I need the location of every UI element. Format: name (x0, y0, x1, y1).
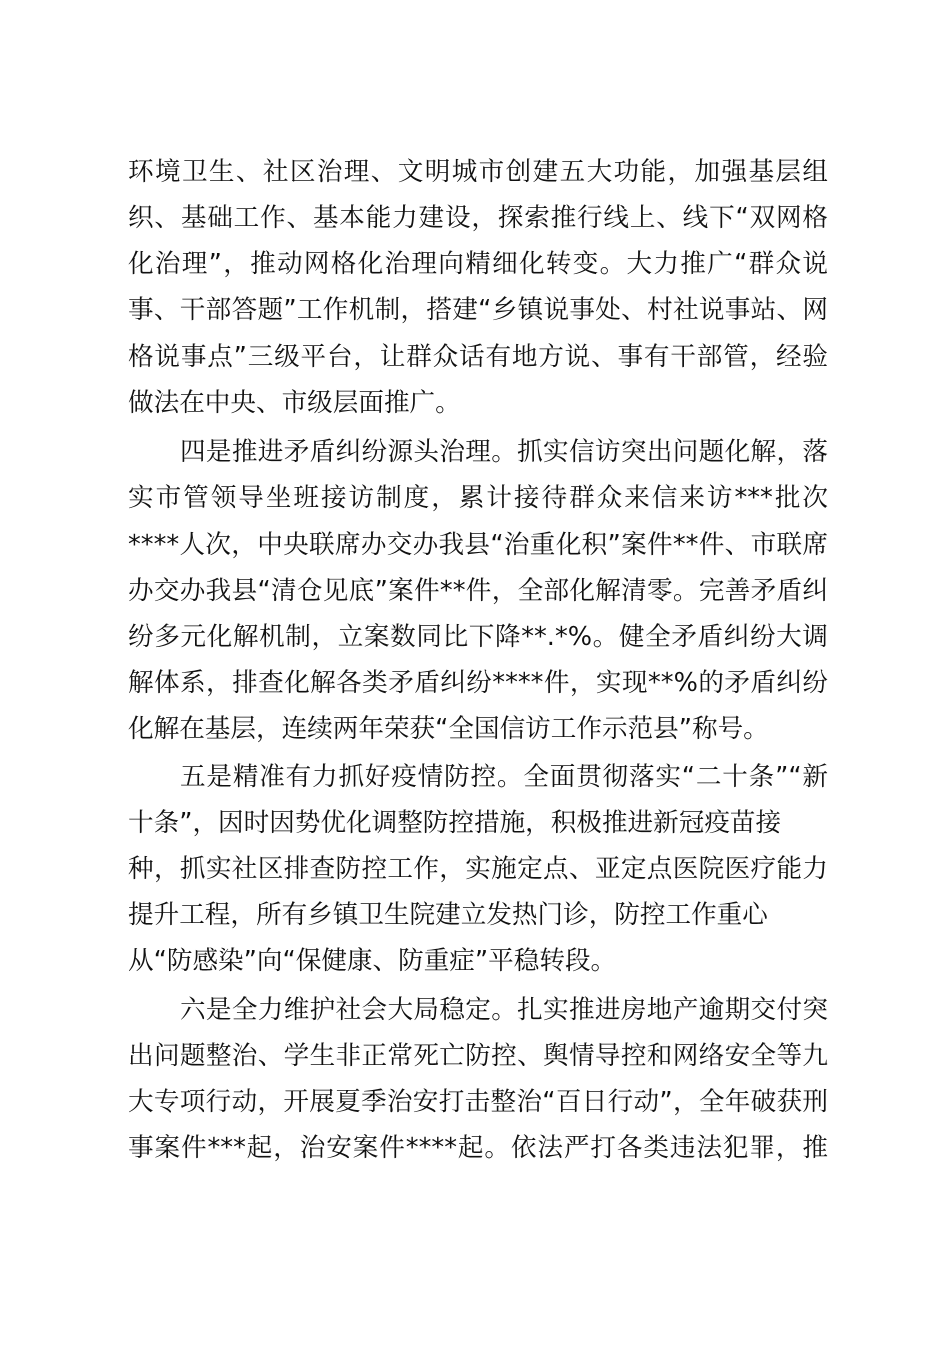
text-line: 事案件***起，治安案件****起。依法严打各类违法犯罪，推 (128, 1133, 828, 1163)
text-line: 办交办我县“清仓见底”案件**件，全部化解清零。完善矛盾纠 (128, 576, 828, 606)
text-line: 出问题整治、学生非正常死亡防控、舆情导控和网络安全等九 (128, 1041, 828, 1071)
text-line: 纷多元化解机制，立案数同比下降**.*%。健全矛盾纠纷大调 (128, 622, 828, 652)
text-line: ****人次，中央联席办交办我县“治重化积”案件**件、市联席 (128, 530, 828, 560)
text-line: 化治理”，推动网格化治理向精细化转变。大力推广“群众说 (128, 249, 828, 279)
text-line: 化解在基层，连续两年荣获“全国信访工作示范县”称号。 (128, 714, 769, 744)
text-line: 实市管领导坐班接访制度，累计接待群众来信来访***批次 (128, 483, 828, 513)
text-line: 环境卫生、社区治理、文明城市创建五大功能，加强基层组 (128, 157, 828, 187)
paragraph-start-line: 四是推进矛盾纠纷源头治理。抓实信访突出问题化解，落 (180, 437, 828, 467)
text-line: 提升工程，所有乡镇卫生院建立发热门诊，防控工作重心 (128, 900, 768, 930)
text-line: 解体系，排查化解各类矛盾纠纷****件，实现**%的矛盾纠纷 (128, 668, 828, 698)
paragraph-start-line: 六是全力维护社会大局稳定。扎实推进房地产逾期交付突 (180, 995, 828, 1025)
text-line: 大专项行动，开展夏季治安打击整治“百日行动”，全年破获刑 (128, 1087, 828, 1117)
text-line: 事、干部答题”工作机制，搭建“乡镇说事处、村社说事站、网 (128, 295, 828, 325)
text-line: 格说事点”三级平台，让群众话有地方说、事有干部管，经验 (128, 342, 828, 372)
text-line: 做法在中央、市级层面推广。 (128, 388, 461, 418)
paragraph-start-line: 五是精准有力抓好疫情防控。全面贯彻落实“二十条”“新 (180, 762, 828, 792)
text-line: 从“防感染”向“保健康、防重症”平稳转段。 (128, 946, 617, 976)
text-line: 织、基础工作、基本能力建设，探索推行线上、线下“双网格 (128, 203, 828, 233)
text-line: 种，抓实社区排查防控工作，实施定点、亚定点医院医疗能力 (128, 854, 828, 884)
text-line: 十条”，因时因势优化调整防控措施，积极推进新冠疫苗接 (128, 808, 782, 838)
